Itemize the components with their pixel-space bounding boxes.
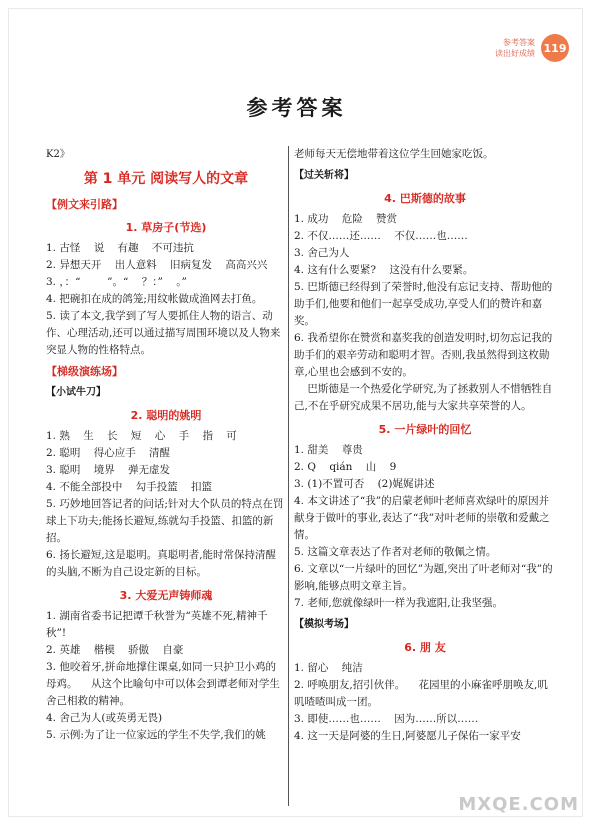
subsection-tag: 【模拟考场】: [294, 619, 354, 630]
right-column: [294, 146, 556, 745]
answer-line: 4. 这一天是阿婆的生日,阿婆愿儿子保佑一家平安: [294, 730, 521, 742]
answer-line: 2. 聪明 得心应手 清醒: [46, 447, 171, 459]
answers-6: [294, 660, 556, 745]
section-title-1: 1. 草房子(节选): [125, 221, 207, 234]
answer-line: 2. 英雄 楷模 骄傲 自豪: [46, 644, 184, 656]
answers-3: [46, 608, 286, 744]
answer-line: 2. Q qián 山 9: [294, 461, 397, 473]
answers-2: [46, 428, 286, 581]
section-tag-practice: 【梯级演练场】: [46, 365, 123, 378]
answer-line: 5. 巴斯德已经得到了荣誉时,他没有忘记支持、帮助他的助手们,他要和他们一起享受成功,享受人们的赞许和嘉奖。: [294, 281, 553, 327]
page-title: 参考答案: [246, 96, 347, 120]
header-text: [495, 37, 535, 59]
column-divider: [288, 146, 289, 806]
header-line2: 读出好成绩: [495, 49, 535, 58]
section-title-3: 3. 大爱无声铸师魂: [119, 589, 213, 602]
answer-line: 4. 把碗扣在成的鸽笼;用纹帐做成渔网去打鱼。: [46, 293, 263, 305]
answer-line: 4. 本文讲述了“我”的启蒙老师叶老师喜欢绿叶的原因并献身于做叶的事业,表达了“我”对叶老师的崇敬和爱戴之情。: [294, 495, 550, 541]
answer-line: 5. 巧妙地回答记者的问话;针对大个队员的特点在罚球上下功夫;能扬长避短,练就勾手投篮、扣篮的新招。: [46, 498, 284, 544]
answer-line: 3. 他咬着牙,拼命地撑住课桌,如同一只护卫小鸡的母鸡。 从这个比喻句中可以体会到谭老师对学生舍己相救的精神。: [46, 661, 280, 707]
answer-line: 3. 舍己为人: [294, 247, 350, 259]
answer-line: 1. 成功 危险 赞赏: [294, 213, 398, 225]
subsection-tag: 【过关斩将】: [294, 170, 354, 181]
section-title-5: 5. 一片绿叶的回忆: [378, 423, 472, 436]
continued-line: 老师每天无偿地带着这位学生回她家吃饭。: [294, 148, 494, 160]
answer-line: 巴斯德是一个热爱化学研究,为了拯救别人不惜牺牲自己,不在乎研究成果不居功,能与大家共享荣誉的人。: [294, 383, 553, 412]
answer-line: 5. 示例:为了让一位家远的学生不失学,我们的姚: [46, 729, 266, 741]
answer-line: 4. 不能全部投中 勾手投篮 扣篮: [46, 481, 213, 493]
answer-line: 2. 呼唤朋友,招引伙伴。 花园里的小麻雀呼朋唤友,叽叽喳喳叫成一团。: [294, 679, 548, 708]
answer-line: 3. ，：“ ”。“ ？：” 。”: [46, 276, 187, 288]
answer-line: 1. 熟 生 长 短 心 手 指 可: [46, 430, 237, 442]
page-number: 119: [541, 34, 569, 62]
answer-line: 1. 湖南省委书记把谭千秋誉为“英雄不死,精神千秋”!: [46, 610, 268, 639]
answer-line: 3. 即使……也…… 因为……所以……: [294, 713, 479, 725]
answer-line: 1. 古怪 说 有趣 不可违抗: [46, 242, 194, 254]
unit-title: 第 1 单元 阅读写人的文章: [83, 171, 249, 187]
answer-line: 3. 聪明 境界 弹无虚发: [46, 464, 171, 476]
answer-line: 5. 读了本文,我学到了写人要抓住人物的语言、动作、心理活动,还可以通过描写周围环境以及人物来突显人物的性格特点。: [46, 310, 281, 356]
section-title-4: 4. 巴斯德的故事: [384, 192, 466, 205]
header-line1: 参考答案: [503, 38, 535, 47]
section-title-2: 2. 聪明的姚明: [130, 409, 202, 422]
answer-line: 4. 舍己为人(或英勇无畏): [46, 712, 163, 724]
answer-line: 1. 留心 纯洁: [294, 662, 363, 674]
answer-line: 3. (1)不置可否 (2)娓娓讲述: [294, 478, 435, 490]
answer-line: 6. 扬长避短,这是聪明。真聪明者,能时常保持清醒的头脑,不断为自己设定新的目标。: [46, 549, 277, 578]
answer-line: 5. 这篇文章表达了作者对老师的敬佩之情。: [294, 546, 497, 558]
page-header-badge: [495, 34, 569, 62]
watermark: MXQE.COM: [458, 794, 579, 815]
answer-line: 2. 不仅……还…… 不仅……也……: [294, 230, 468, 242]
k-label: K2》: [46, 149, 70, 160]
answer-line: 1. 甜美 尊贵: [294, 444, 363, 456]
answers-1: [46, 240, 286, 359]
answer-line: 7. 老师,您就像绿叶一样为我遮阳,让我坚强。: [294, 597, 504, 609]
left-column: [46, 146, 286, 744]
answers-5: [294, 442, 556, 612]
answer-line: 2. 异想天开 出人意料 旧病复发 高高兴兴: [46, 259, 268, 271]
answers-4: [294, 211, 556, 415]
section-title-6: 6. 朋 友: [404, 641, 446, 654]
answer-line: 6. 我希望你在赞赏和嘉奖我的创造发明时,切勿忘记我的助手们的艰辛劳动和聪明才智。否则,我虽然得到这枚勋章,心里也会感到不安的。: [294, 332, 553, 378]
answer-line: 6. 文章以“一片绿叶的回忆”为题,突出了叶老师对“我”的影响,能够点明文章主旨。: [294, 563, 553, 592]
subsection-tag: 【小试牛刀】: [46, 387, 106, 398]
answer-line: 4. 这有什么要紧? 这没有什么要紧。: [294, 264, 474, 276]
section-tag-example: 【例文来引路】: [46, 198, 123, 211]
